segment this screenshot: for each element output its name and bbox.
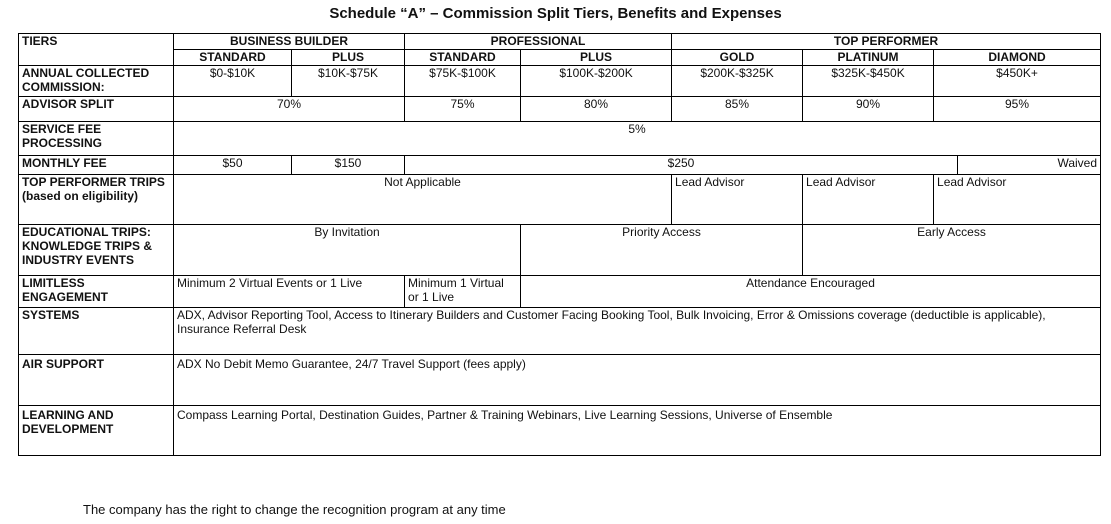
table-row (19, 34, 1101, 50)
monthly-fee-bb-plus: $150 (292, 156, 405, 175)
trips-diamond: Lead Advisor (934, 175, 1101, 225)
table-row (19, 66, 1101, 97)
commission-bb-plus: $10K-$75K (292, 66, 405, 97)
group-professional: PROFESSIONAL (405, 34, 672, 50)
advisor-split-label: ADVISOR SPLIT (19, 97, 174, 122)
tier-gold: GOLD (672, 50, 803, 66)
engagement-business-builder: Minimum 2 Virtual Events or 1 Live (174, 276, 405, 308)
trips-not-applicable: Not Applicable (174, 175, 672, 225)
footer-note: The company has the right to change the recognition program at any time (83, 502, 506, 517)
split-business-builder: 70% (174, 97, 405, 122)
group-top-performer: TOP PERFORMER (672, 34, 1101, 50)
tier-platinum: PLATINUM (803, 50, 934, 66)
table-row (19, 355, 1101, 406)
table-row (19, 175, 1101, 225)
commission-gold: $200K-$325K (672, 66, 803, 97)
engagement-pro-standard: Minimum 1 Virtual or 1 Live (405, 276, 521, 308)
educational-by-invitation: By Invitation (174, 225, 521, 276)
commission-diamond: $450K+ (934, 66, 1101, 97)
engagement-rest: Attendance Encouraged (521, 276, 1101, 308)
learning-value: Compass Learning Portal, Destination Guides, Partner & Training Webinars, Live Learning Sessions, Universe of Ensemble (174, 406, 1101, 456)
air-support-value: ADX No Debit Memo Guarantee, 24/7 Travel Support (fees apply) (174, 355, 1101, 406)
commission-platinum: $325K-$450K (803, 66, 934, 97)
monthly-fee-bb-standard: $50 (174, 156, 292, 175)
commission-tiers-table (18, 33, 1101, 456)
table-row (19, 276, 1101, 308)
systems-label: SYSTEMS (19, 308, 174, 355)
table-row (19, 50, 1101, 66)
table-row (19, 308, 1101, 355)
tier-pro-standard: STANDARD (405, 50, 521, 66)
tier-diamond: DIAMOND (934, 50, 1101, 66)
tier-pro-plus: PLUS (521, 50, 672, 66)
limitless-engagement-label: LIMITLESS ENGAGEMENT (19, 276, 174, 308)
table-row (19, 225, 1101, 276)
split-diamond: 95% (934, 97, 1101, 122)
monthly-fee-standard: $250 (405, 156, 958, 175)
educational-priority-access: Priority Access (521, 225, 803, 276)
table-row (19, 406, 1101, 456)
table-row (19, 156, 1101, 175)
educational-early-access: Early Access (803, 225, 1101, 276)
monthly-fee-diamond: Waived (958, 156, 1101, 175)
monthly-fee-label: MONTHLY FEE (19, 156, 174, 175)
air-support-label: AIR SUPPORT (19, 355, 174, 406)
split-platinum: 90% (803, 97, 934, 122)
top-performer-trips-label: TOP PERFORMER TRIPS (based on eligibility) (19, 175, 174, 225)
group-business-builder: BUSINESS BUILDER (174, 34, 405, 50)
trips-gold: Lead Advisor (672, 175, 803, 225)
table-row (19, 122, 1101, 156)
document-title: Schedule “A” – Commission Split Tiers, Benefits and Expenses (329, 5, 782, 22)
commission-pro-standard: $75K-$100K (405, 66, 521, 97)
split-pro-standard: 75% (405, 97, 521, 122)
tier-bb-standard: STANDARD (174, 50, 292, 66)
tier-bb-plus: PLUS (292, 50, 405, 66)
educational-trips-label: EDUCATIONAL TRIPS: KNOWLEDGE TRIPS & INDUSTRY EVENTS (19, 225, 174, 276)
split-pro-plus: 80% (521, 97, 672, 122)
tiers-label: TIERS (19, 34, 174, 66)
learning-label: LEARNING AND DEVELOPMENT (19, 406, 174, 456)
service-fee-value: 5% (174, 122, 1101, 156)
annual-commission-label: ANNUAL COLLECTED COMMISSION: (19, 66, 174, 97)
commission-pro-plus: $100K-$200K (521, 66, 672, 97)
commission-bb-standard: $0-$10K (174, 66, 292, 97)
table-row (19, 97, 1101, 122)
systems-value: ADX, Advisor Reporting Tool, Access to Itinerary Builders and Customer Facing Booking Tool, Bulk Invoicing, Error & Omissions coverage (deductible is applicable), Insurance Referral Desk (174, 308, 1101, 355)
service-fee-label: SERVICE FEE PROCESSING (19, 122, 174, 156)
trips-platinum: Lead Advisor (803, 175, 934, 225)
split-gold: 85% (672, 97, 803, 122)
